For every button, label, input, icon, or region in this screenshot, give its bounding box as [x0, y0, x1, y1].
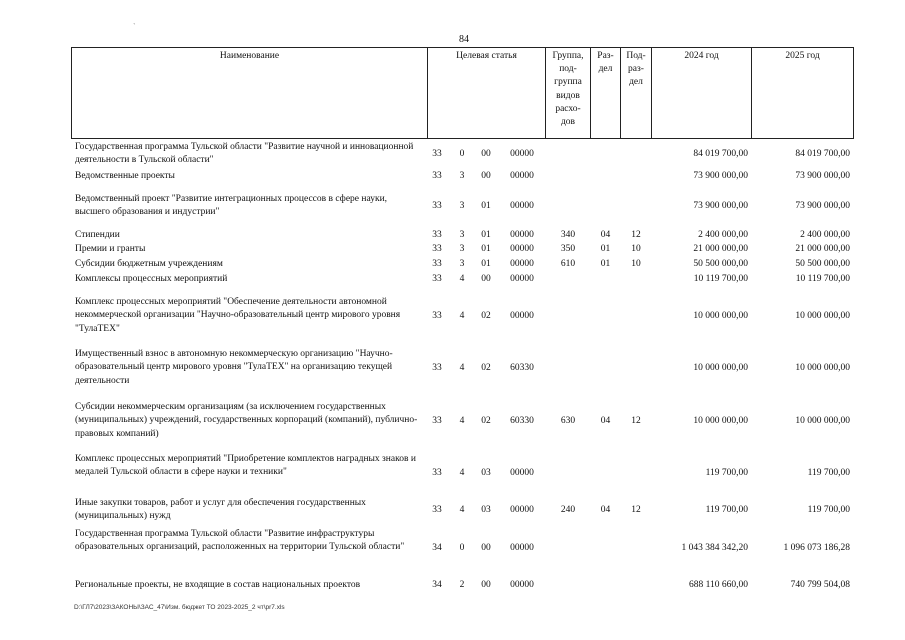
row-code-2: 3: [459, 259, 465, 269]
row-value-2025: 73 900 000,00: [795, 171, 850, 181]
row-code-3: 00: [481, 171, 491, 181]
row-code-1: 33: [432, 416, 442, 426]
row-name: Стипендии: [75, 230, 120, 240]
row-code-1: 33: [432, 274, 442, 284]
row-code-3: 00: [481, 543, 491, 553]
row-code-1: 33: [432, 505, 442, 515]
row-value-2025: 84 019 700,00: [795, 149, 850, 159]
header-subsection: Под- раз- дел: [626, 51, 646, 88]
row-code-2: 3: [459, 244, 465, 254]
row-name: Субсидии бюджетным учреждениям: [75, 259, 223, 269]
row-code-3: 01: [481, 244, 491, 254]
row-name: Комплекс процессных мероприятий "Приобретение комплектов наградных знаков и медалей Тульской области в сфере науки и техники": [75, 454, 416, 478]
row-code-1: 33: [432, 259, 442, 269]
row-code-2: 0: [459, 149, 465, 159]
row-subsection: 12: [631, 416, 641, 426]
row-code-3: 03: [481, 468, 491, 478]
row-code-4: 60330: [510, 416, 534, 426]
row-code-3: 01: [481, 230, 491, 240]
row-code-2: 4: [459, 311, 465, 321]
row-code-3: 01: [481, 201, 491, 211]
row-code-1: 33: [432, 311, 442, 321]
row-value-2025: 73 900 000,00: [795, 201, 850, 211]
row-code-4: 00000: [510, 230, 534, 240]
row-code-3: 00: [481, 580, 491, 590]
row-code-3: 02: [481, 363, 491, 373]
row-name: Имущественный взнос в автономную некоммерческую организацию "Научно-образовательный центр мирового уровня "ТулаТЕХ" на организацию текущей деятельности: [75, 349, 393, 386]
row-name: Комплексы процессных мероприятий: [75, 274, 228, 284]
row-value-2025: 119 700,00: [807, 505, 850, 515]
row-code-2: 3: [459, 201, 465, 211]
header-2024: 2024 год: [684, 51, 719, 61]
row-group: 340: [560, 230, 576, 240]
row-value-2025: 740 799 504,08: [790, 580, 850, 590]
row-code-3: 03: [481, 505, 491, 515]
row-value-2024: 21 000 000,00: [693, 244, 748, 254]
row-subsection: 12: [631, 230, 641, 240]
row-code-4: 00000: [510, 505, 534, 515]
row-value-2025: 10 000 000,00: [795, 311, 850, 321]
row-code-1: 33: [432, 468, 442, 478]
header-2025: 2025 год: [785, 51, 820, 61]
row-code-3: 02: [481, 416, 491, 426]
row-value-2025: 2 400 000,00: [800, 230, 850, 240]
row-code-3: 02: [481, 311, 491, 321]
row-value-2025: 10 000 000,00: [795, 416, 850, 426]
row-value-2024: 119 700,00: [705, 505, 748, 515]
scan-mark: `: [133, 22, 136, 31]
row-name: Субсидии некоммерческим организациям (за исключением государственных (муниципальных) учреждений, государственных корпораций (компаний), публично-правовых компаний): [75, 402, 418, 439]
row-value-2024: 73 900 000,00: [693, 171, 748, 181]
row-value-2024: 1 043 384 342,20: [681, 543, 748, 553]
header-name: Наименование: [219, 51, 280, 61]
row-code-4: 00000: [510, 468, 534, 478]
row-name: Комплекс процессных мероприятий "Обеспечение деятельности автономной некоммерческой организации "Научно-образовательный центр мирового уровня "ТулаТЕХ": [75, 297, 401, 334]
row-section: 01: [600, 259, 611, 269]
row-code-4: 00000: [510, 201, 534, 211]
row-code-4: 00000: [510, 274, 534, 284]
row-code-2: 4: [459, 363, 465, 373]
row-name: Региональные проекты, не входящие в состав национальных проектов: [75, 580, 361, 590]
row-code-1: 33: [432, 230, 442, 240]
row-code-4: 00000: [510, 149, 534, 159]
file-path-footer: D:\ГЛ7\2023\ЗАКОНЫ\ЗАС_47\Изм. бюджет ТО 2023-2025_2 чт\pr7.xls: [74, 604, 285, 611]
row-code-2: 4: [459, 468, 465, 478]
row-value-2024: 10 119 700,00: [693, 274, 748, 284]
row-name: Иные закупки товаров, работ и услуг для обеспечения государственных (муниципальных) нужд: [75, 498, 366, 522]
row-value-2025: 1 096 073 186,28: [783, 543, 850, 553]
row-value-2025: 50 500 000,00: [795, 259, 850, 269]
header-target-article: Целевая статья: [456, 51, 517, 61]
row-subsection: 12: [631, 505, 641, 515]
row-code-1: 33: [432, 201, 442, 211]
row-code-2: 4: [459, 274, 465, 284]
row-code-4: 00000: [510, 244, 534, 254]
row-section: 04: [600, 505, 611, 515]
row-code-2: 3: [459, 171, 465, 181]
row-name: Ведомственный проект "Развитие интеграционных процессов в сфере науки, высшего образования и индустрии": [75, 194, 388, 218]
row-code-4: 00000: [510, 171, 534, 181]
row-section: 04: [600, 230, 611, 240]
row-code-3: 00: [481, 149, 491, 159]
row-code-1: 33: [432, 363, 442, 373]
row-value-2024: 688 110 660,00: [688, 580, 748, 590]
row-code-4: 00000: [510, 543, 534, 553]
row-code-3: 01: [481, 259, 491, 269]
row-section: 01: [600, 244, 611, 254]
row-code-4: 00000: [510, 580, 534, 590]
row-code-4: 00000: [510, 259, 534, 269]
row-subsection: 10: [631, 259, 641, 269]
row-value-2025: 10 119 700,00: [795, 274, 850, 284]
row-code-1: 33: [432, 171, 442, 181]
row-code-1: 33: [432, 244, 442, 254]
row-value-2024: 119 700,00: [705, 468, 748, 478]
row-group: 610: [560, 259, 576, 269]
row-value-2024: 10 000 000,00: [693, 363, 748, 373]
row-value-2024: 10 000 000,00: [693, 311, 748, 321]
row-code-2: 4: [459, 416, 465, 426]
row-value-2024: 84 019 700,00: [693, 149, 748, 159]
row-group: 240: [560, 505, 576, 515]
row-name: Государственная программа Тульской области "Развитие научной и инновационной деятельности в Тульской области": [75, 142, 414, 166]
row-name: Ведомственные проекты: [75, 171, 175, 181]
row-name: Премии и гранты: [75, 244, 146, 254]
row-code-2: 2: [459, 580, 465, 590]
row-code-3: 00: [481, 274, 491, 284]
row-value-2025: 10 000 000,00: [795, 363, 850, 373]
row-section: 04: [600, 416, 611, 426]
header-group: Группа, под- группа видов расхо- дов: [552, 51, 584, 128]
row-code-2: 0: [459, 543, 465, 553]
row-code-4: 60330: [510, 363, 534, 373]
row-group: 630: [560, 416, 576, 426]
row-name: Государственная программа Тульской области "Развитие инфраструктуры образовательных организаций, расположенных на территории Тульской области": [75, 529, 405, 553]
row-code-4: 00000: [510, 311, 534, 321]
row-value-2025: 119 700,00: [807, 468, 850, 478]
row-group: 350: [560, 244, 576, 254]
page-number: 84: [459, 34, 469, 45]
row-code-1: 34: [432, 580, 442, 590]
row-value-2024: 73 900 000,00: [693, 201, 748, 211]
row-value-2025: 21 000 000,00: [795, 244, 850, 254]
row-code-1: 33: [432, 149, 442, 159]
row-value-2024: 10 000 000,00: [693, 416, 748, 426]
row-value-2024: 50 500 000,00: [693, 259, 748, 269]
row-subsection: 10: [631, 244, 641, 254]
row-code-1: 34: [432, 543, 442, 553]
row-code-2: 4: [459, 505, 465, 515]
row-code-2: 3: [459, 230, 465, 240]
row-value-2024: 2 400 000,00: [698, 230, 748, 240]
header-section: Раз- дел: [597, 51, 614, 75]
